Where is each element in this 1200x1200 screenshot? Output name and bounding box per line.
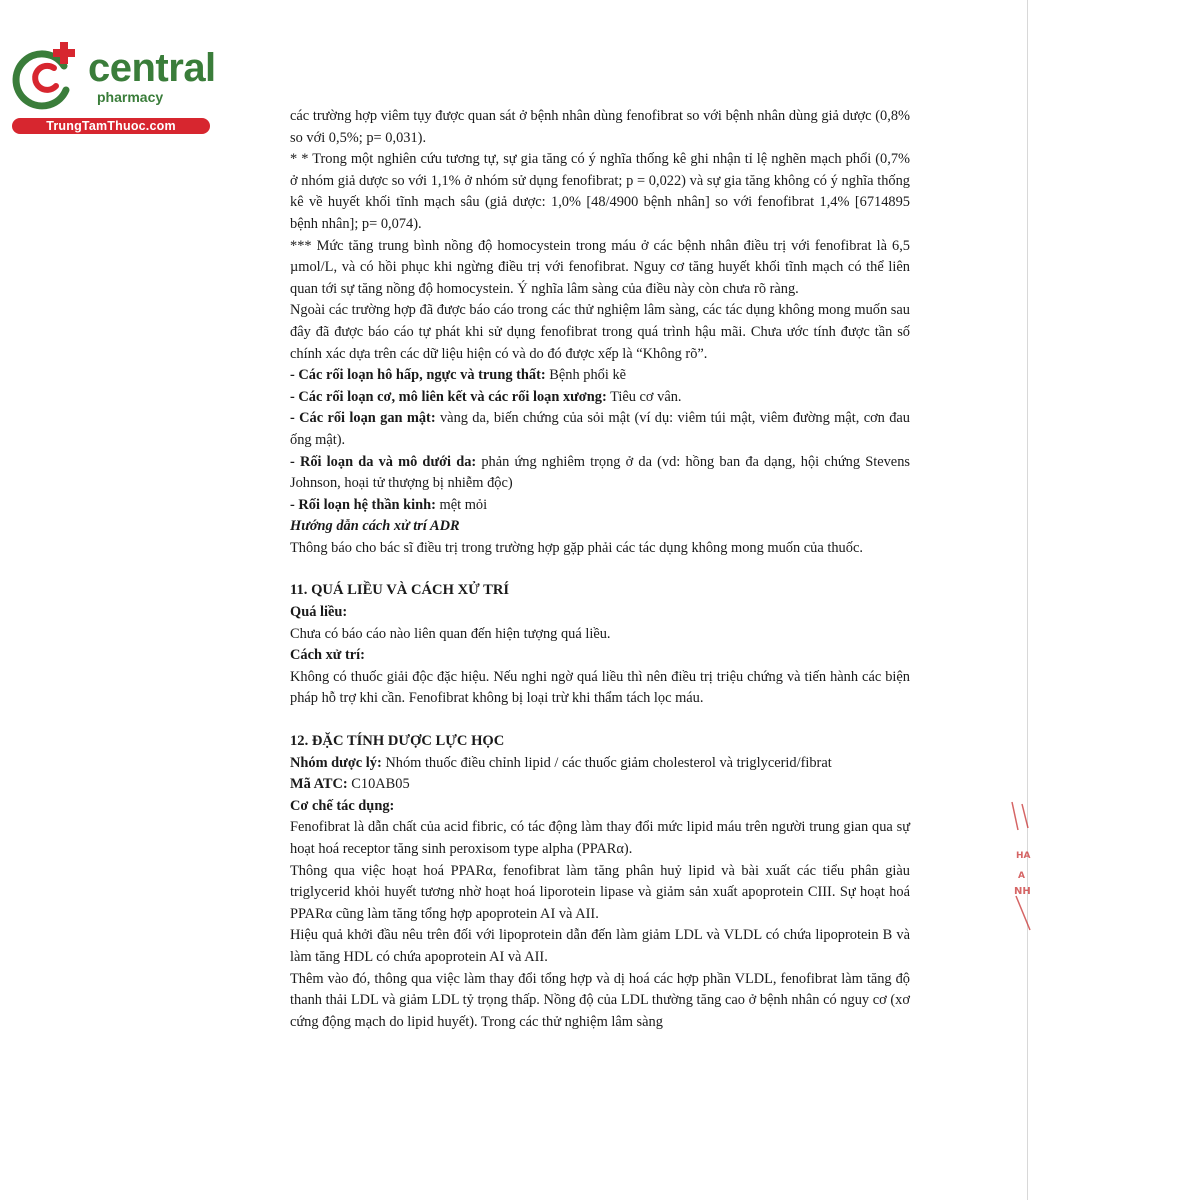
logo-brand-text: central	[88, 46, 216, 90]
paragraph: Thông báo cho bác sĩ điều trị trong trường hợp gặp phải các tác dụng không mong muốn của thuốc.	[290, 539, 863, 556]
red-stamp-fragment	[1008, 800, 1038, 940]
paragraph: Không có thuốc giải độc đặc hiệu. Nếu nghi ngờ quá liều thì nên điều trị triệu chứng và tiến hành các biện pháp hỗ trợ khi cần. Fenofibrat không bị loại trừ khi thẩm tách lọc máu.	[290, 668, 910, 707]
central-pharmacy-logo	[10, 38, 215, 138]
stamp-mark-icon	[1008, 800, 1038, 940]
paragraph: *** Mức tăng trung bình nồng độ homocystein trong máu ở các bệnh nhân điều trị với fenofibrat là 6,5 µmol/L, và có hồi phục khi ngừng điều trị với fenofibrat. Nguy cơ tăng huyết khối tĩnh mạch có thể liên quan tới sự tăng nồng độ homocystein. Ý nghĩa lâm sàng của điều này còn chưa rõ ràng.	[290, 237, 910, 297]
subheading: Quá liều:	[290, 604, 348, 621]
paragraph: Hiệu quả khởi đầu nêu trên đối với lipoprotein dẫn đến làm giảm LDL và VLDL có chứa lipoprotein B và làm tăng HDL có chứa apoprotein AI và AII.	[290, 927, 910, 965]
section-12-title: 12. ĐẶC TÍNH DƯỢC LỰC HỌC	[290, 733, 505, 750]
field-value: C10AB05	[347, 776, 410, 793]
list-item	[290, 408, 910, 451]
list-item-label: - Các rối loạn cơ, mô liên kết và các rối loạn xương:	[290, 388, 607, 405]
section-gap	[290, 559, 910, 580]
pharmacologic-group	[290, 753, 910, 775]
list-item-label: - Rối loạn hệ thần kinh:	[290, 496, 436, 513]
paragraph: Thêm vào đó, thông qua việc làm thay đổi tổng hợp và dị hoá các hợp phần VLDL, fenofibrat làm tăng độ thanh thải LDL và giảm LDL tỷ trọng thấp. Nồng độ của LDL thường tăng cao ở bệnh nhân có nguy cơ (xơ cứng động mạch do lipid huyết). Trong các thử nghiệm lâm sàng	[290, 970, 910, 1030]
list-item	[290, 365, 910, 387]
paragraph: Ngoài các trường hợp đã được báo cáo trong các thử nghiệm lâm sàng, các tác dụng không mong muốn sau đây đã được báo cáo tự phát khi sử dụng fenofibrat trong quá trình hậu mãi. Chưa ước tính được tần số chính xác dựa trên các dữ liệu hiện có và do đó được xếp là “Không rõ”.	[290, 302, 910, 362]
paragraph: * * Trong một nghiên cứu tương tự, sự gia tăng có ý nghĩa thống kê ghi nhận tỉ lệ nghẽn mạch phổi (0,7% ở nhóm giả dược so với 1,1% ở nhóm sử dụng fenofibrat; p = 0,022) và sự gia tăng không có ý nghĩa thống kê về huyết khối tĩnh mạch sâu (giả dược: 1,0% [48/4900 bệnh nhân] so với fenofibrat 1,4% [6714895 bệnh nhân]; p= 0,074).	[290, 151, 910, 232]
list-item	[290, 387, 910, 409]
section-11-title: 11. QUÁ LIỀU VÀ CÁCH XỬ TRÍ	[290, 582, 510, 599]
adr-heading: Hướng dẫn cách xử trí ADR	[290, 518, 460, 535]
field-label: Mã ATC:	[290, 776, 348, 793]
list-item-label: - Các rối loạn hô hấp, ngực và trung thất:	[290, 367, 546, 384]
atc-code	[290, 774, 910, 796]
svg-text:NH: NH	[1014, 886, 1031, 897]
list-item-text: mệt mỏi	[435, 496, 488, 513]
list-item	[290, 495, 910, 517]
document-body	[290, 106, 910, 1033]
logo-sub-text: pharmacy	[97, 89, 164, 105]
list-item-text: phản ứng nghiêm trọng ở da (vd: hồng ban đa dạng, hội chứng Stevens Johnson, hoại tử thượng bị nhiễm độc)	[290, 453, 910, 492]
subheading: Cơ chế tác dụng:	[290, 797, 395, 814]
paragraph: Fenofibrat là dẫn chất của acid fibric, có tác động làm thay đổi mức lipid máu trên người trung gian qua sự hoạt hoá receptor tăng sinh peroxisom type alpha (PPARα).	[290, 819, 910, 857]
paragraph: Chưa có báo cáo nào liên quan đến hiện tượng quá liều.	[290, 625, 611, 642]
field-label: Nhóm dược lý:	[290, 754, 382, 771]
subheading: Cách xử trí:	[290, 647, 365, 664]
svg-text:A: A	[1018, 871, 1025, 881]
list-item-label: - Các rối loạn gan mật:	[290, 410, 436, 427]
svg-text:HA: HA	[1016, 851, 1031, 861]
field-value: Nhóm thuốc điều chỉnh lipid / các thuốc giảm cholesterol và triglycerid/fibrat	[381, 754, 832, 771]
list-item-text: Tiêu cơ vân.	[606, 388, 682, 405]
logo-mark-icon	[10, 38, 86, 114]
list-item-text: vàng da, biến chứng của sỏi mật (ví dụ: viêm túi mật, viêm đường mật, cơn đau ống mật).	[290, 410, 911, 448]
section-gap	[290, 710, 910, 731]
logo-site-badge: TrungTamThuoc.com	[12, 118, 210, 134]
page-edge-line	[1027, 0, 1028, 1200]
paragraph: các trường hợp viêm tụy được quan sát ở bệnh nhân dùng fenofibrat so với bệnh nhân dùng giả dược (0,8% so với 0,5%; p= 0,031).	[290, 108, 910, 146]
paragraph: Thông qua việc hoạt hoá PPARα, fenofibrat làm tăng phân huỷ lipid và bài xuất các tiểu phân giàu triglycerid khỏi huyết tương nhờ hoạt hoá liporotein lipase và giảm sản xuất apoprotein CIII. Sự hoạt hoá PPARα cũng làm tăng tổng hợp apoprotein AI và AII.	[290, 862, 910, 922]
list-item-text: Bệnh phổi kẽ	[545, 367, 627, 384]
list-item-label: - Rối loạn da và mô dưới da:	[290, 453, 477, 470]
list-item	[290, 452, 910, 495]
